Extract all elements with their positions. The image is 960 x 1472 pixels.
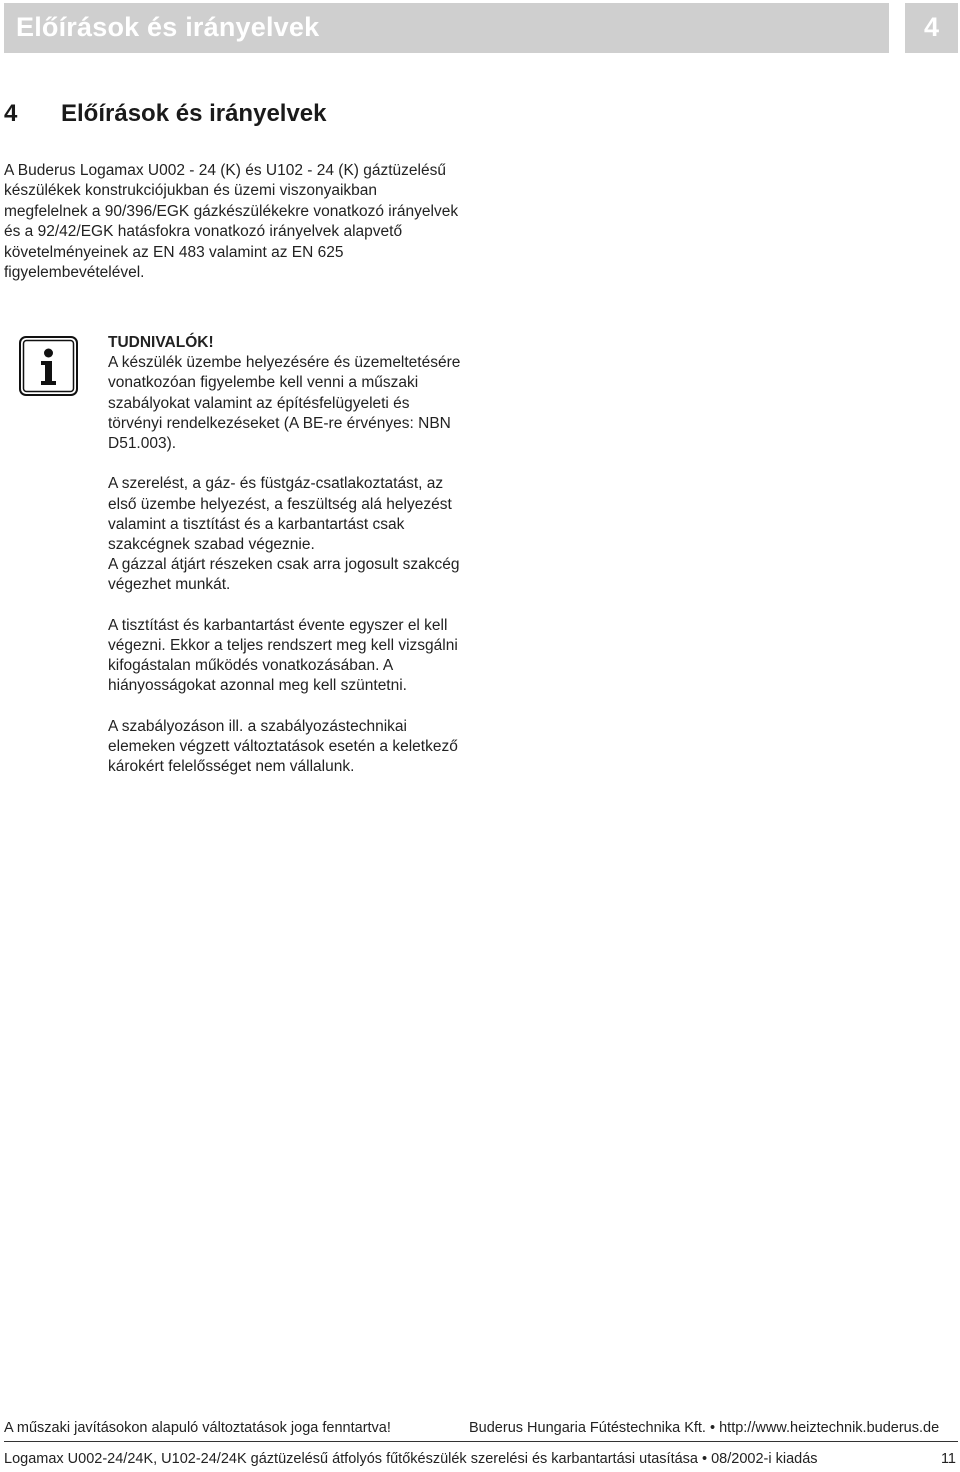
intro-paragraph bbox=[4, 161, 464, 283]
footer-page-number: 11 bbox=[940, 1451, 956, 1467]
footer-rights-notice: A műszaki javításokon alapuló változtatások joga fenntartva! bbox=[4, 1420, 391, 1436]
info-icon bbox=[19, 336, 78, 396]
footer-divider bbox=[4, 1441, 958, 1442]
section-number: 4 bbox=[4, 100, 18, 127]
chapter-number: 4 bbox=[923, 12, 940, 42]
notice-paragraph-1: A készülék üzembe helyezésére és üzemeltetésére vonatkozóan figyelembe kell venni a műszaki szabályokat valamint az építésfelügyeleti és törvényi rendelkezéseket (A BE-re érvényes: NBN D51.003). bbox=[108, 354, 461, 453]
footer-document-title: Logamax U002-24/24K, U102-24/24K gáztüzelésű átfolyós fűtőkészülék szerelési és karbantartási utasítása • 08/2002-i kiadás bbox=[4, 1451, 818, 1467]
footer-company-info: Buderus Hungaria Fútéstechnika Kft. • http://www.heiztechnik.buderus.de bbox=[469, 1420, 940, 1436]
notice-title: TUDNIVALÓK! bbox=[108, 334, 214, 351]
notice-paragraph-4: A szabályozáson ill. a szabályozástechnikai elemeken végzett változtatások esetén a keletkező károkért felelősséget nem vállalunk. bbox=[108, 717, 458, 776]
chapter-header-bar bbox=[4, 3, 889, 53]
chapter-header-title: Előírások és irányelvek bbox=[16, 12, 320, 42]
notice-paragraph-2: A szerelést, a gáz- és füstgáz-csatlakoztatást, az első üzembe helyezést, a feszültség alá helyezést valamint a tisztítást és a karbantartást csak szakcégnek szabad végeznie. A gázzal átjárt részeken csak arra jogosult szakcég végezhet munkát. bbox=[108, 475, 460, 594]
chapter-number-box bbox=[905, 3, 958, 53]
section-title: Előírások és irányelvek bbox=[61, 100, 327, 127]
notice-block bbox=[108, 333, 468, 798]
intro-text: A Buderus Logamax U002 - 24 (K) és U102 - 24 (K) gáztüzelésű készülékek konstrukciójukban és üzemi viszonyaikban megfelelnek a 90/396/EGK gázkészülékekre vonatkozó irányelvek és a 92/42/EGK hatásfokra vonatkozó irányelvek alapvető követelményeinek az EN 483 valamint az EN 625 figyelembevételével. bbox=[4, 162, 459, 282]
section-heading bbox=[4, 100, 327, 128]
notice-paragraph-3: A tisztítást és karbantartást évente egyszer el kell végezni. Ekkor a teljes rendszert meg kell vizsgálni kifogástalan működés vonatkozásában. A hiányosságokat azonnal meg kell szüntetni. bbox=[108, 616, 458, 695]
